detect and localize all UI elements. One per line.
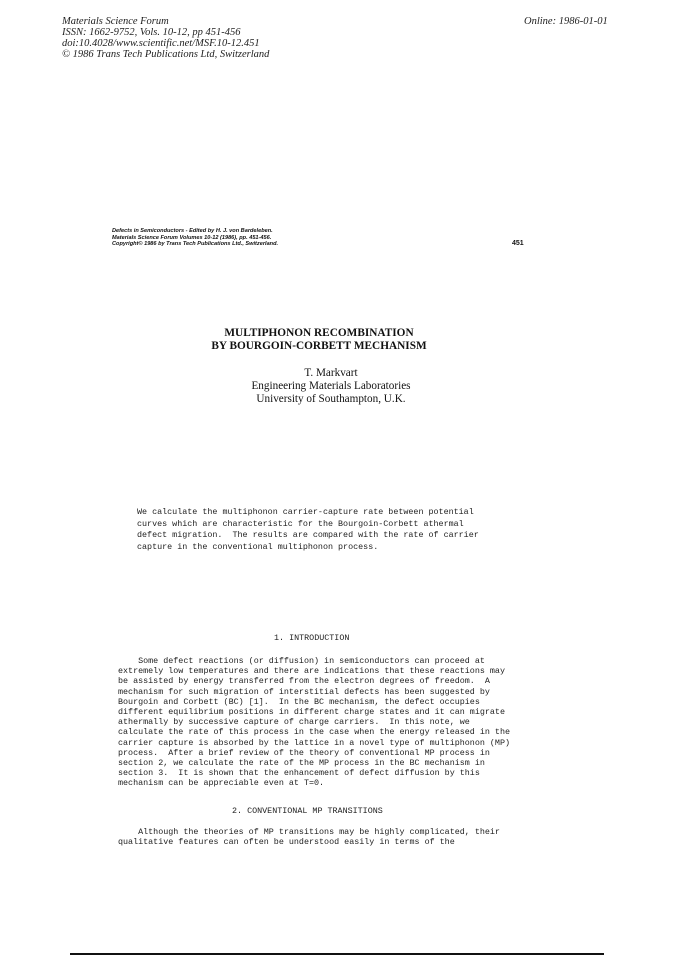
body-line: athermally by successive capture of charge carriers. In this note, we (118, 717, 470, 728)
source-line-2: Materials Science Forum Volumes 10-12 (1986), pp. 451-456. (112, 234, 272, 241)
title-line-2: BY BOURGOIN-CORBETT MECHANISM (211, 339, 427, 352)
source-line-1: Defects in Semiconductors - Edited by H. J. von Bardeleben. (112, 228, 273, 234)
body-line: qualitative features can often be understood easily in terms of the (118, 837, 455, 848)
paper-title (0, 327, 658, 352)
body-line: Bourgoin and Corbett (BC) [1]. In the BC mechanism, the defect occupies (118, 696, 480, 707)
abstract-line: curves which are characteristic for the Bourgoin-Corbett athermal (137, 518, 464, 529)
title-line-1: MULTIPHONON RECOMBINATION (224, 327, 414, 339)
section-1-heading: 1. INTRODUCTION (274, 633, 350, 643)
body-line: extremely low temperatures and there are indications that these reactions may (118, 666, 505, 677)
body-line: section 3. It is shown that the enhancement of defect diffusion by this (118, 768, 480, 779)
body-line: mechanism for such migration of interstitial defects has been suggested by (118, 686, 490, 697)
abstract (137, 507, 479, 553)
body-line: mechanism can be appreciable even at T=0. (118, 778, 325, 789)
abstract-line: We calculate the multiphonon carrier-capture rate between potential (137, 507, 474, 517)
author-name: T. Markvart (304, 367, 358, 379)
section-2-heading: 2. CONVENTIONAL MP TRANSITIONS (232, 806, 383, 816)
abstract-line: defect migration. The results are compared with the rate of carrier (137, 530, 479, 540)
source-line-3: Copyright© 1986 by Trans Tech Publications Ltd., Switzerland. (112, 241, 279, 248)
section-2-body (118, 827, 500, 847)
copyright-line: © 1986 Trans Tech Publications Ltd, Switzerland (62, 49, 270, 60)
journal-name: Materials Science Forum (62, 16, 169, 27)
page-number: 451 (512, 240, 524, 247)
online-date: Online: 1986-01-01 (524, 16, 608, 27)
issn-line: ISSN: 1662-9752, Vols. 10-12, pp 451-456 (62, 27, 241, 38)
body-line: different equilibrium positions in different charge states and it can migrate (118, 707, 505, 718)
body-line: process. After a brief review of the theory of conventional MP process in (118, 747, 490, 758)
body-line: Some defect reactions (or diffusion) in semiconductors can proceed at (118, 656, 485, 666)
body-line: calculate the rate of this process in the case when the energy released in the (118, 727, 511, 738)
doi-line: doi:10.4028/www.scientific.net/MSF.10-12.451 (62, 38, 260, 49)
body-line: be assisted by energy transferred from the electron degrees of freedom. A (118, 676, 490, 687)
affiliation-1: Engineering Materials Laboratories (251, 379, 411, 392)
author-block (0, 367, 670, 405)
abstract-line: capture in the conventional multiphonon process. (137, 541, 379, 552)
footer-rule (70, 953, 604, 955)
body-line: Although the theories of MP transitions may be highly complicated, their (118, 827, 500, 837)
body-line: section 2, we calculate the rate of the MP process in the BC mechanism in (118, 758, 485, 769)
affiliation-2: University of Southampton, U.K. (256, 392, 406, 405)
source-block (112, 228, 278, 248)
section-1-body (118, 656, 510, 789)
body-line: carrier capture is absorbed by the lattice in a novel type of multiphonon (MP) (118, 737, 511, 748)
publication-metadata (62, 16, 269, 60)
